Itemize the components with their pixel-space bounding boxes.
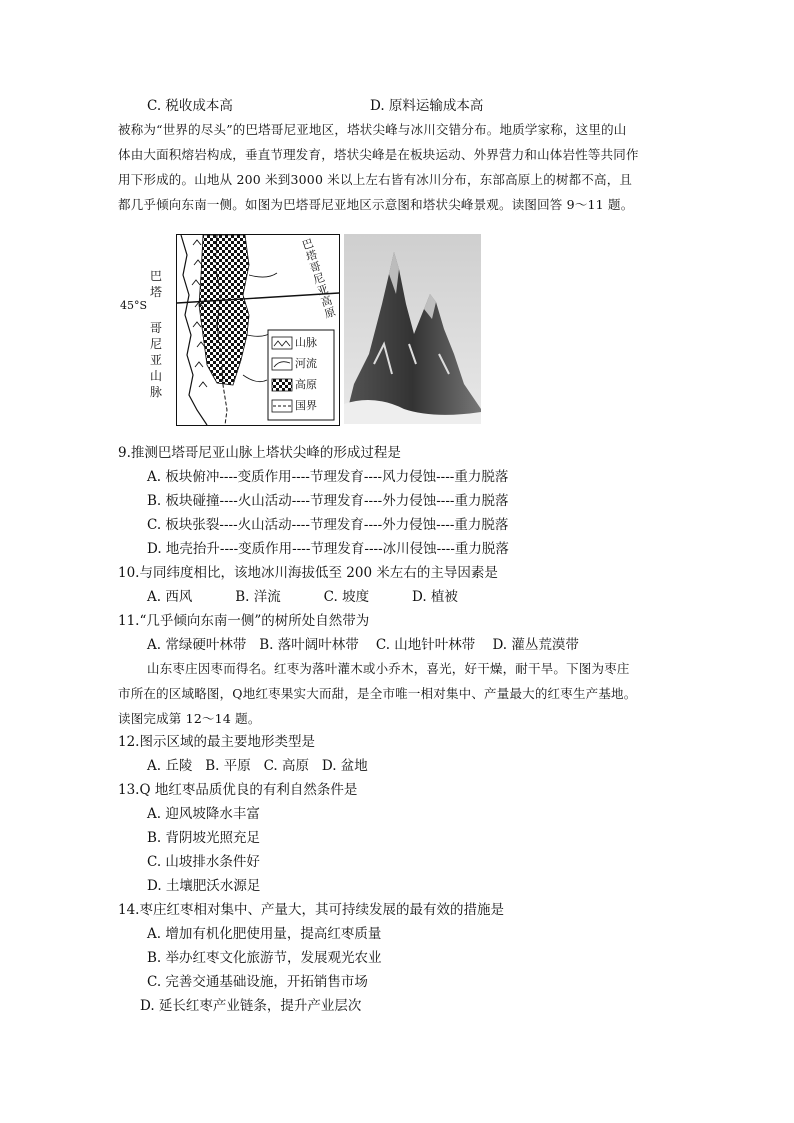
intro2-line-1: 山东枣庄因枣而得名。红枣为落叶灌木或小乔木，喜光，好干燥，耐干旱。下图为枣庄 xyxy=(147,661,630,676)
intro-line-4: 都几乎倾向东南一侧。如图为巴塔哥尼亚地区示意图和塔状尖峰景观。读图回答 9～11 题。 xyxy=(118,197,634,212)
intro-line-1: 被称为“世界的尽头”的巴塔哥尼亚地区，塔状尖峰与冰川交错分布。地质学家称，这里的山 xyxy=(118,122,627,137)
question-13-option-a: A. 迎风坡降水丰富 xyxy=(147,806,260,822)
mountain-range-label: 巴 塔 哥 尼 亚 山 脉 xyxy=(150,269,163,399)
question-12-stem: 12.图示区域的最主要地形类型是 xyxy=(118,734,315,750)
intro2-line-2: 市所在的区域略图，Q地红枣果实大而甜，是全市唯一相对集中、产量最大的红枣生产基地。 xyxy=(118,686,637,701)
tower-peak-photo xyxy=(344,234,481,424)
question-11-stem: 11.“几乎倾向东南一侧”的树所处自然带为 xyxy=(118,613,370,629)
legend-label-border: 国界 xyxy=(295,399,317,412)
intro-line-2: 体由大面积熔岩构成，垂直节理发育，塔状尖峰是在板块运动、外界营力和山体岩性等共同作 xyxy=(118,147,639,162)
question-11-options: A. 常绿硬叶林带 B. 落叶阔叶林带 C. 山地针叶林带 D. 灌丛荒漠带 xyxy=(147,637,579,653)
question-13-option-c: C. 山坡排水条件好 xyxy=(147,854,260,870)
question-13-stem: 13.Q 地红枣品质优良的有利自然条件是 xyxy=(118,782,358,798)
question-10-options: A. 西风 B. 洋流 C. 坡度 D. 植被 xyxy=(147,589,458,605)
legend-river-icon xyxy=(272,358,292,370)
question-12-options: A. 丘陵 B. 平原 C. 高原 D. 盆地 xyxy=(147,758,368,774)
question-14-stem: 14.枣庄红枣相对集中、产量大，其可持续发展的最有效的措施是 xyxy=(118,902,504,918)
legend-plateau-icon xyxy=(272,379,292,391)
question-9-stem: 9.推测巴塔哥尼亚山脉上塔状尖峰的形成过程是 xyxy=(118,445,401,461)
question-14-option-a: A. 增加有机化肥使用量，提高红枣质量 xyxy=(147,926,382,942)
legend-label-river: 河流 xyxy=(295,357,317,370)
intro2-line-3: 读图完成第 12～14 题。 xyxy=(118,711,261,726)
question-9-option-b: B. 板块碰撞----火山活动----节理发育----外力侵蚀----重力脱落 xyxy=(147,493,509,509)
legend-label-mountain: 山脉 xyxy=(295,336,317,349)
plateau-label: 巴塔哥尼亚高原 xyxy=(300,236,338,321)
question-14-option-c: C. 完善交通基础设施，开拓销售市场 xyxy=(147,974,368,990)
latitude-label: 45°S xyxy=(120,299,148,312)
question-14-option-d: D. 延长红枣产业链条，提升产业层次 xyxy=(140,998,362,1014)
question-9-option-c: C. 板块张裂----火山活动----节理发育----外力侵蚀----重力脱落 xyxy=(147,517,509,533)
legend-border-icon xyxy=(272,400,292,412)
legend-label-plateau: 高原 xyxy=(295,378,317,391)
question-13-option-b: B. 背阴坡光照充足 xyxy=(147,830,261,846)
question-10-stem: 10.与同纬度相比，该地冰川海拔低至 200 米左右的主导因素是 xyxy=(118,565,498,581)
plateau-area xyxy=(199,235,249,385)
question-14-option-b: B. 举办红枣文化旅游节，发展观光农业 xyxy=(147,950,382,966)
intro-line-3: 用下形成的。山地从 200 米到3000 米以上左右皆有冰川分布，东部高原上的树都不高，且 xyxy=(118,172,633,187)
patagonia-map xyxy=(176,234,340,426)
question-13-option-d: D. 土壤肥沃水源足 xyxy=(147,878,261,894)
question-9-option-d: D. 地壳抬升----变质作用----节理发育----冰川侵蚀----重力脱落 xyxy=(147,541,509,557)
prev-option-d: D. 原料运输成本高 xyxy=(370,98,484,114)
question-9-option-a: A. 板块俯冲----变质作用----节理发育----风力侵蚀----重力脱落 xyxy=(147,469,509,485)
legend-mountain-icon xyxy=(272,337,292,349)
prev-option-c: C. 税收成本高 xyxy=(147,98,233,114)
